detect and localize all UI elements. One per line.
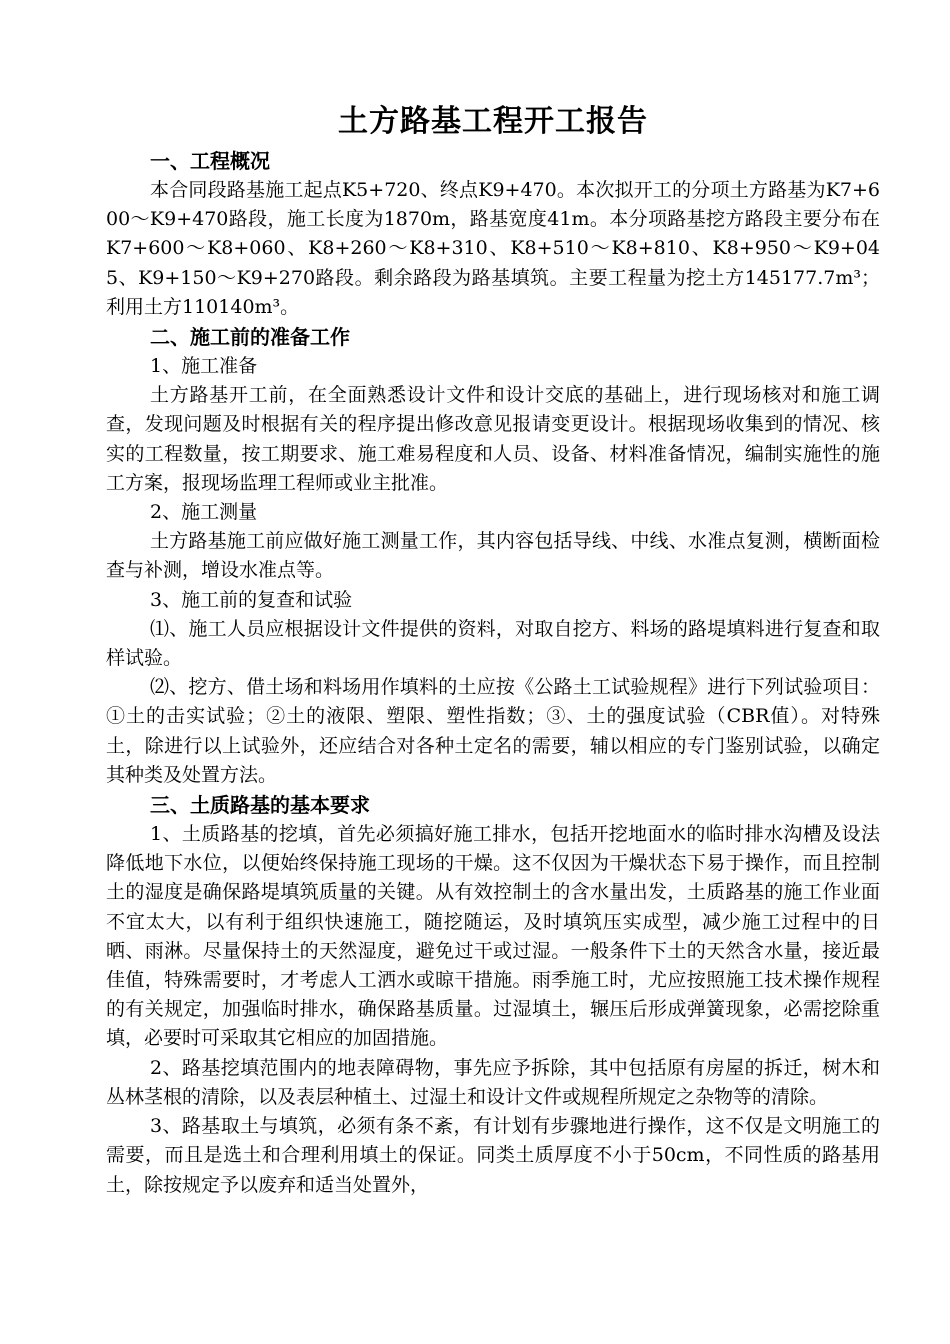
document-page [106,100,880,1200]
subheading-survey: 2、施工测量 [150,501,258,524]
paragraph-requirement-3: 3、路基取土与填筑，必须有条不紊，有计划有步骤地进行操作，这不仅是文明施工的需要，而且是选土和合理利用填土的保证。同类土质厚度不小于50cm，不同性质的路基用土，除按规定予以废弃和适当处置外， [106,1115,880,1196]
paragraph-overview: 本合同段路基施工起点K5+720、终点K9+470。本次拟开工的分项土方路基为K7+600～K9+470路段，施工长度为1870m，路基宽度41m。本分项路基挖方路段主要分布在K7+600～K8+060、K8+260～K8+310、K8+510～K8+810、K8+950～K9+045、K9+150～K9+270路段。剩余路段为路基填筑。主要工程量为挖土方145177.7m³；利用土方110140m³。 [106,179,880,318]
paragraph-survey: 土方路基施工前应做好施工测量工作，其内容包括导线、中线、水准点复测，横断面检查与补测，增设水准点等。 [106,530,880,582]
subheading-recheck-tests: 3、施工前的复查和试验 [150,588,353,611]
section-heading-preparation: 二、施工前的准备工作 [150,325,350,350]
paragraph-requirement-2: 2、路基挖填范围内的地表障碍物，事先应予拆除，其中包括原有房屋的拆迁，树木和丛林茎根的清除，以及表层种植土、过湿土和设计文件或规程所规定之杂物等的清除。 [106,1056,880,1108]
document-title: 土方路基工程开工报告 [338,104,648,139]
paragraph-recheck-1: ⑴、施工人员应根据设计文件提供的资料，对取自挖方、料场的路堤填料进行复查和取样试验。 [106,617,880,670]
section-heading-overview: 一、工程概况 [150,149,270,173]
paragraph-recheck-2: ⑵、挖方、借土场和料场用作填料的土应按《公路土工试验规程》进行下列试验项目：①土的击实试验；②土的液限、塑限、塑性指数；③、土的强度试验（CBR值）。对特殊土，除进行以上试验外，还应结合对各种土定名的需要，辅以相应的专门鉴别试验，以确定其种类及处置方法。 [106,676,880,786]
section-heading-requirements: 三、土质路基的基本要求 [150,793,370,818]
paragraph-requirement-1: 1、土质路基的挖填，首先必须搞好施工排水，包括开挖地面水的临时排水沟槽及设法降低地下水位，以便始终保持施工现场的干燥。这不仅因为干燥状态下易于操作，而且控制土的湿度是确保路堤填筑质量的关键。从有效控制土的含水量出发，土质路基的施工作业面不宜太大，以有利于组织快速施工，随挖随运，及时填筑压实成型，减少施工过程中的日晒、雨淋。尽量保持土的天然湿度，避免过干或过湿。一般条件下土的天然含水量，接近最佳值，特殊需要时，才考虑人工洒水或晾干措施。雨季施工时，尤应按照施工技术操作规程的有关规定，加强临时排水，确保路基质量。过湿填土，辗压后形成弹簧现象，必需挖除重填，必要时可采取其它相应的加固措施。 [106,823,880,1050]
subheading-construction-prep: 1、施工准备 [150,355,258,378]
paragraph-construction-prep: 土方路基开工前，在全面熟悉设计文件和设计交底的基础上，进行现场核对和施工调查，发现问题及时根据有关的程序提出修改意见报请变更设计。根据现场收集到的情况、核实的工程数量，按工期要求、施工难易程度和人员、设备、材料准备情况，编制实施性的施工方案，报现场监理工程师或业主批准。 [106,384,880,494]
